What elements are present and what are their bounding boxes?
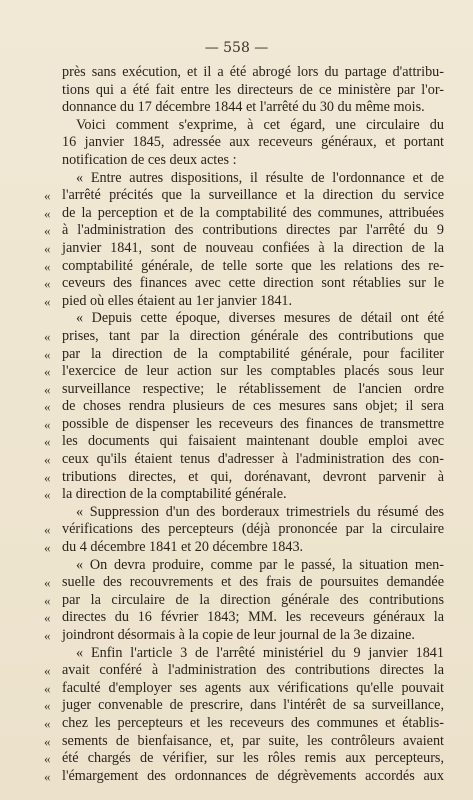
line-text: ceux qu'ils étaient tenus d'adresser à l'administration des con- (62, 451, 444, 468)
text-line (44, 714, 444, 733)
line-text: chez les percepteurs et les receveurs des communes et établis- (62, 714, 444, 731)
text-line (62, 99, 444, 117)
text-line (44, 609, 444, 627)
text-line (44, 363, 444, 381)
text-line (44, 732, 444, 751)
text-line (62, 134, 444, 152)
quote-mark: « (44, 328, 51, 344)
line-text: directes du 16 février 1843; MM. les receveurs généraux la (62, 609, 444, 626)
quote-mark: « (44, 540, 51, 556)
line-text: par la circulaire de la direction générale des contributions (62, 591, 444, 608)
line-text: surveillance respective; le rétablissement de l'ancien ordre (62, 380, 444, 397)
text-line (62, 557, 444, 575)
quote-mark: « (44, 522, 51, 538)
text-line (44, 750, 444, 768)
text-line (44, 627, 444, 645)
quote-mark: « (44, 698, 51, 714)
line-text: l'émargement des ordonnances de dégrèvements accordés aux (62, 767, 444, 784)
quote-mark: « (44, 751, 51, 767)
text-line (44, 679, 444, 698)
line-text: « Enfin l'article 3 de l'arrêté ministériel du 9 janvier 1841 (76, 644, 444, 661)
text-line (62, 504, 444, 522)
line-text: pied où elles étaient au 1er janvier 1841. (62, 292, 293, 309)
quote-mark: « (44, 205, 51, 221)
line-text: la direction de la comptabilité générale. (62, 486, 287, 503)
text-line (62, 310, 444, 328)
text-line (44, 468, 444, 487)
quote-mark: « (44, 715, 51, 731)
line-text: possible de dispenser les receveurs des finances de transmettre (62, 415, 444, 432)
text-line (62, 170, 444, 188)
quote-mark: « (44, 452, 51, 468)
quote-mark: « (44, 575, 51, 591)
line-text: suelle des recouvrements et des frais de poursuites demandée (62, 574, 444, 591)
quote-mark: « (44, 434, 51, 450)
line-text: Voici comment s'exprime, à cet égard, une circulaire du (76, 116, 444, 133)
quote-mark: « (44, 768, 51, 784)
line-text: joindront désormais à la copie de leur journal de la 3e dizaine. (62, 627, 415, 643)
text-line (44, 415, 444, 434)
text-line (44, 187, 444, 205)
text-line (44, 204, 444, 223)
quote-mark: « (44, 293, 51, 309)
quote-mark: « (44, 663, 51, 679)
text-line (44, 327, 444, 346)
text-line (44, 257, 444, 276)
text-line (44, 222, 444, 240)
line-text: tions qui a été fait entre les directeurs de ce ministère par l'or- (62, 81, 444, 98)
page-number: — 558 — (204, 40, 269, 56)
text-line (44, 398, 444, 416)
text-line (62, 152, 444, 170)
quote-mark: « (44, 223, 51, 239)
quote-mark: « (44, 592, 51, 608)
line-text: 16 janvier 1845, adressée aux receveurs généraux, et portant (62, 134, 444, 151)
line-text: été chargés de vérifier, sur les rôles remis aux percepteurs, (62, 750, 444, 767)
quote-mark: « (44, 416, 51, 432)
text-line (44, 662, 444, 680)
quote-mark: « (44, 381, 51, 397)
line-text: sements de bienfaisance, et, par suite, les contrôleurs avaient (62, 732, 444, 749)
quote-mark: « (44, 610, 51, 626)
text-line (44, 380, 444, 399)
text-line (44, 345, 444, 364)
text-line (44, 451, 444, 469)
line-text: ceveurs des finances avec cette direction sont rétablies sur le (62, 275, 444, 292)
quote-mark: « (44, 733, 51, 749)
text-line (44, 591, 444, 610)
text-line (44, 697, 444, 715)
text-line (44, 275, 444, 293)
line-text: faculté d'employer ses agents aux vérifications qu'elle pouvait (62, 679, 444, 696)
quote-mark: « (44, 364, 51, 380)
line-text: « Suppression d'un des borderaux trimestriels du résumé des (76, 503, 444, 520)
quote-mark: « (44, 628, 51, 643)
text-line (44, 539, 444, 557)
quote-mark: « (44, 487, 51, 503)
line-text: de choses rendra plusieurs de ces mesures sans objet; il sera (62, 398, 444, 415)
line-text: notification de ces deux actes : (62, 151, 237, 168)
body-text (44, 64, 444, 785)
text-line (44, 574, 444, 592)
line-text: comptabilité générale, de telle sorte que les relations des re- (62, 257, 444, 274)
quote-mark: « (44, 469, 51, 485)
text-line (44, 292, 444, 311)
quote-mark: « (44, 346, 51, 362)
quote-mark: « (44, 276, 51, 292)
line-text: avait conféré à l'administration des contributions directes la (62, 662, 444, 679)
line-text: de la perception et de la comptabilité des communes, attribuées (62, 204, 444, 221)
line-text: près sans exécution, et il a été abrogé lors du partage d'attribu- (62, 64, 444, 80)
line-text: par la direction de la comptabilité générale, pour faciliter (62, 345, 444, 362)
text-line (44, 486, 444, 504)
text-line (62, 82, 444, 100)
line-text: « Entre autres dispositions, il résulte de l'ordonnance et de (76, 169, 444, 186)
line-text: « Depuis cette époque, diverses mesures de détail ont été (76, 310, 444, 327)
line-text: à l'administration des contributions directes par l'arrêté du 9 (62, 222, 444, 239)
line-text: les documents qui faisaient maintenant double emploi avec (62, 433, 444, 450)
text-line (44, 239, 444, 258)
line-text: l'exercice de leur action sur les comptables placés sous leur (62, 363, 444, 380)
text-line (62, 117, 444, 135)
line-text: juger convenable de prescrire, dans l'intérêt de sa surveillance, (62, 697, 444, 714)
line-text: tributions directes, et qui, dorénavant, devront parvenir à (62, 468, 444, 485)
line-text: janvier 1841, sont de nouveau confiées à la direction de la (62, 239, 444, 256)
line-text: du 4 décembre 1841 et 20 décembre 1843. (62, 539, 304, 556)
line-text: l'arrêté précités que la surveillance et la direction du service (62, 187, 444, 204)
line-text: vérifications des percepteurs (déjà prononcée par la circulaire (62, 521, 444, 538)
text-line (44, 521, 444, 539)
line-text: « On devra produire, comme par le passé, la situation men- (76, 556, 444, 573)
text-line (62, 645, 444, 663)
quote-mark: « (44, 240, 51, 256)
text-line (44, 433, 444, 451)
text-line (44, 767, 444, 786)
quote-mark: « (44, 680, 51, 696)
text-line (62, 64, 444, 82)
quote-mark: « (44, 258, 51, 274)
quote-mark: « (44, 188, 51, 204)
line-text: donnance du 17 décembre 1844 et l'arrêté du 30 du même mois. (62, 99, 425, 116)
quote-mark: « (44, 399, 51, 415)
line-text: prises, tant par la direction générale des contributions que (62, 327, 444, 344)
